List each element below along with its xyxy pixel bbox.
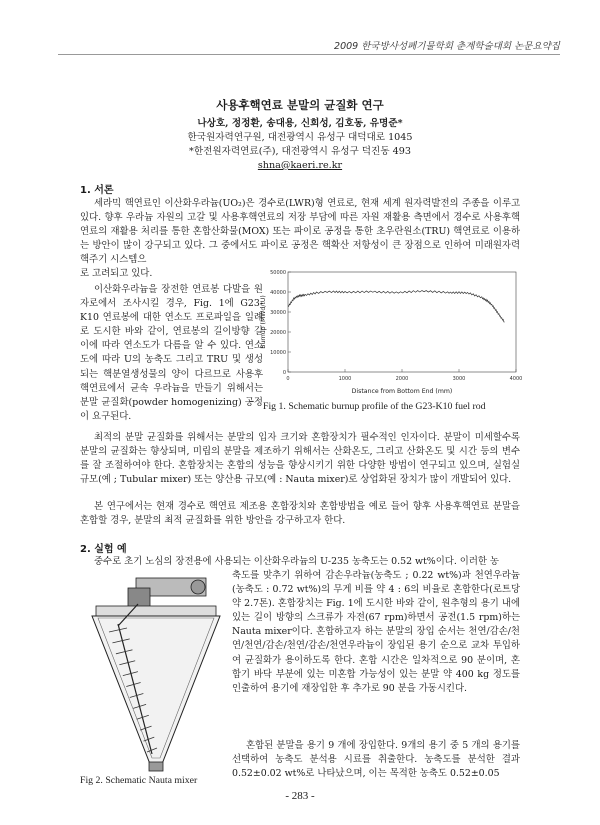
- nauta-mixer-drawing: [88, 574, 224, 774]
- section-1-paragraph-4: 본 연구에서는 현재 경수로 핵연료 제조용 혼합장치와 혼합방법을 예로 들어 향후 사용후핵연료 분말을 혼합할 경우, 분말의 최적 균질화를 위한 방안을 강구하고자 한다.: [80, 501, 520, 527]
- burnup-profile-plot: [258, 268, 523, 396]
- x-tick-label: 4000: [509, 376, 523, 382]
- x-tick-label: 3000: [452, 376, 466, 382]
- figure-1-caption: Fig 1. Schematic burnup profile of the G23-K10 fuel rod: [263, 401, 486, 412]
- page-number: - 283 -: [285, 790, 315, 802]
- y-tick-label: 0: [282, 369, 286, 376]
- figure-1-chart: [258, 268, 523, 396]
- y-axis-label: Burnup (MWd/tU): [260, 295, 267, 349]
- x-axis-label: Distance from Bottom End (mm): [351, 388, 453, 395]
- figure-2-caption: Fig 2. Schematic Nauta mixer: [80, 775, 198, 786]
- discharge-valve: [149, 762, 163, 771]
- motor-flange: [191, 580, 205, 594]
- header-rule: [58, 54, 560, 55]
- plot-frame: [288, 272, 516, 372]
- affiliation-1: 한국원자력연구원, 대전광역시 유성구 대덕대로 1045: [187, 132, 413, 143]
- section-1-paragraph-3: 최적의 분말 균질화를 위해서는 분말의 입자 크기와 혼합장치가 필수적인 인자이다. 분말이 미세할수록 분말의 균질화는 향상되며, 미립의 분말을 제조하기 위해서는 산화온도, 그리고 산화온도 및 시간 등의 변수를 잘 조절하여야 한다. 혼합장치는 혼합의 성능을 향상시키기 위한 다양한 방법이 연구되고 있으며, 실험실 규모(예 ; Tubular mixer) 또는 양산용 규모(예 : Nauta mixer)로 상업화된 장치가 많이 개발되어 있다.: [80, 432, 520, 486]
- section-2-paragraph-1-right: 축도를 맞추기 위하여 감손우라늄(농축도 ; 0.22 wt%)과 천연우라늄(농축도 : 0.72 wt%)의 무게 비를 약 4 : 6의 비율로 혼합한다(로트당 약 2.7톤). 혼합장치는 Fig. 1에 도시한 바와 같이, 원추형의 용기 내에 있는 길이 방향의 스크류가 자전(67 rpm)하면서 공전(1.5 rpm)하는 Nauta mixer이다. 혼합하고자 하는 분말의 장입 순서는 천연/감손/천연/천연/감손/천연/감손/천연우라늄이 장입된 용기 순으로 교차 투입하여 균질화가 용이하도록 한다. 혼합 시간은 일차적으로 90 분이며, 혼합기 바닥 부분에 있는 미혼합 가능성이 있는 분말 약 400 kg 정도를 인출하여 용기에 재장입한 후 추가로 90 분을 가동시킨다.: [232, 570, 520, 694]
- proceedings-header: 2009 한국방사성폐기물학회 춘계학술대회 논문요약집: [334, 41, 560, 52]
- contact-email[interactable]: shna@kaeri.re.kr: [257, 160, 343, 171]
- section-1-heading: 1. 서론: [80, 185, 114, 196]
- x-tick-label: 1000: [338, 376, 352, 382]
- gearbox: [128, 588, 150, 608]
- author-list: 나상호, 정정환, 송대용, 신희성, 김호동, 유명준*: [197, 118, 403, 129]
- y-tick-label: 40000: [270, 289, 286, 296]
- y-tick-label: 50000: [270, 269, 286, 276]
- conical-vessel: [92, 616, 220, 764]
- section-1-paragraph-2: 이산화우라늄을 장전한 연료봉 다발을 원자로에서 조사시킬 경우, Fig. 1에 G23-K10 연료봉에 대한 연소도 프로파일을 일례로 도시한 바와 같이, 연료봉의 길이방향 길이에 따라 연소도가 다름을 알 수 있다. 연소도에 따라 U의 농축도 그리고 TRU 및 생성되는 핵분열생성물의 양이 다르므로 사용후핵연료에서 균속 우라늄을 만들기 위해서는 분말 균질화(powder homogenizing) 공정이 요구된다.: [80, 284, 263, 422]
- y-tick-label: 10000: [270, 349, 286, 356]
- mixer-lid: [96, 606, 216, 616]
- section-1-paragraph-1: 세라믹 핵연료인 이산화우라늄(UO₂)은 경수로(LWR)형 연료로, 현재 세계 원자력발전의 주종을 이루고 있다. 향후 우라늄 자원의 고갈 및 사용후핵연료의 저장 부담에 따른 자원 재활용 측면에서 경수로 사용후핵연료의 재활용 처리를 통한 혼합산화물(MOX) 또는 파이로 공정을 통한 초우란원소(TRU) 핵연료로 이용하는 방안이 많이 강구되고 있다. 그 중에서도 파이로 공정은 핵확산 저항성이 큰 장점으로 인하여 미래원자력 핵주기 시스템으: [80, 198, 520, 266]
- affiliation-2: *한전원자력연료(주), 대전광역시 유성구 덕진동 493: [189, 146, 411, 157]
- paper-title: 사용후핵연료 분말의 균질화 연구: [216, 98, 384, 112]
- section-2-heading: 2. 실험 예: [80, 544, 127, 555]
- section-2-paragraph-1-first-line: 중수로 초기 노심의 장전용에 사용되는 이산화우라늄의 U-235 농축도는 0.52 wt%이다. 이러한 농: [94, 556, 499, 567]
- y-tick-label: 20000: [270, 329, 286, 336]
- figure-2-illustration: [88, 574, 224, 774]
- section-2-paragraph-2-right: 혼합된 분말을 용기 9 개에 장입한다. 9개의 용기 중 5 개의 용기를 선택하여 농축도 분석용 시료를 취출한다. 농축도를 분석한 결과 0.52±0.02 wt%로 나타났으며, 이는 목적한 농축도 0.52±0.05: [232, 740, 520, 780]
- y-tick-label: 30000: [270, 309, 286, 316]
- section-1-paragraph-1-end: 로 고려되고 있다.: [80, 268, 153, 279]
- x-tick-label: 0: [286, 376, 290, 382]
- x-tick-label: 2000: [395, 376, 409, 382]
- burnup-series-line: [288, 291, 505, 322]
